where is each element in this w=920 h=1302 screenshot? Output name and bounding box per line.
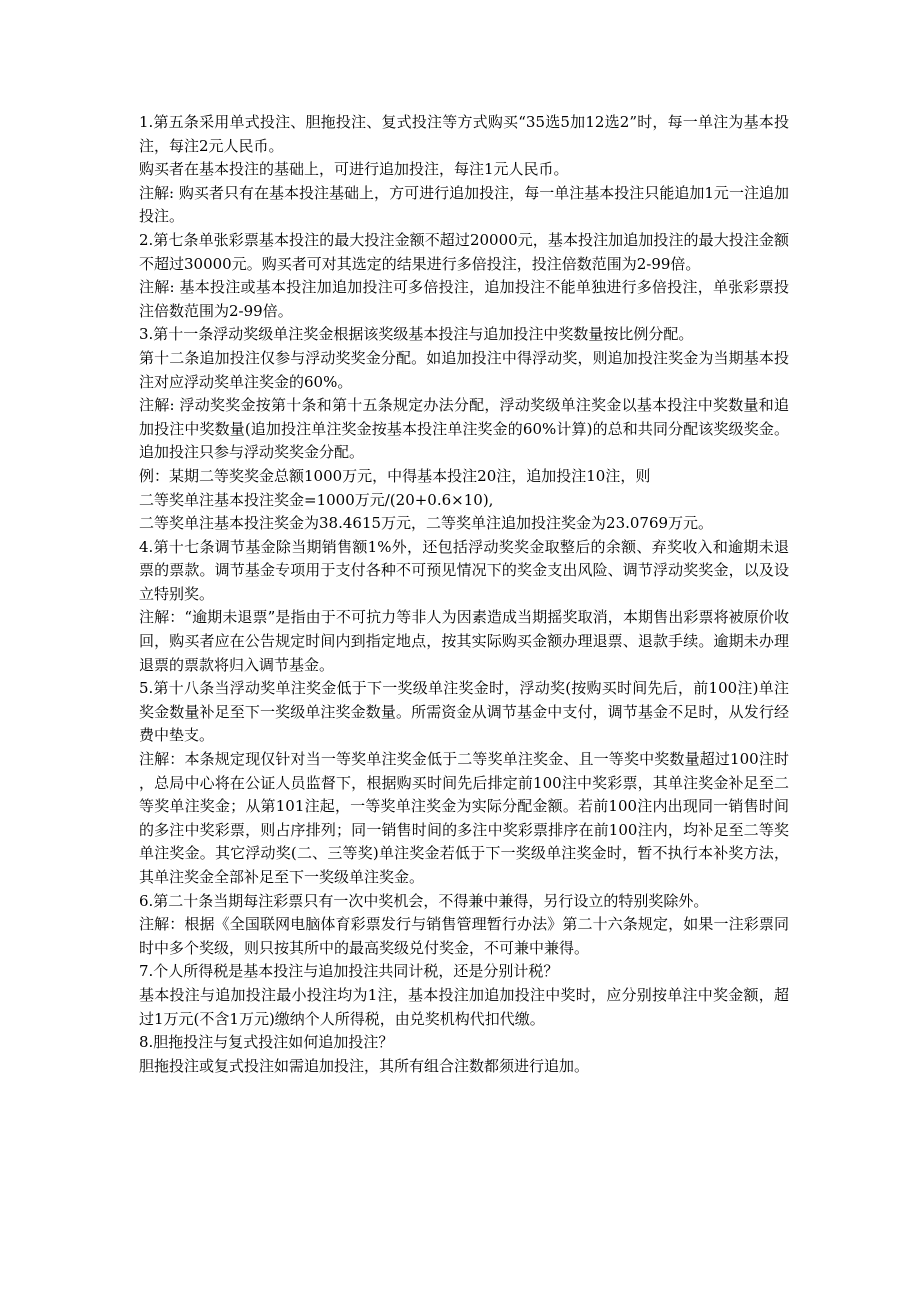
paragraph-3: 注解: 购买者只有在基本投注基础上，方可进行追加投注，每一单注基本投注只能追加1元一注追加投注。 — [139, 183, 789, 226]
paragraph-19: 基本投注与追加投注最小投注均为1注，基本投注加追加投注中奖时，应分别按单注中奖金额，超过1万元(不含1万元)缴纳个人所得税，由兑奖机构代扣代缴。 — [139, 985, 789, 1028]
paragraph-20: 8.胆拖投注与复式投注如何追加投注？ — [139, 1033, 394, 1052]
paragraph-17: 注解：根据《全国联网电脑体育彩票发行与销售管理暂行办法》第二十六条规定，如果一注彩票同时中多个奖级，则只按其所中的最高奖级兑付奖金，不可兼中兼得。 — [139, 915, 789, 957]
paragraph-9: 例：某期二等奖奖金总额1000万元，中得基本投注20注，追加投注10注，则 — [139, 466, 651, 485]
paragraph-13: 注解：“逾期未退票”是指由于不可抗力等非人为因素造成当期摇奖取消，本期售出彩票将被原价收回，购买者应在公告规定时间内到指定地点，按其实际购买金额办理退票、退款手续。逾期未办理退票的票款将归入调节基金。 — [139, 608, 789, 674]
paragraph-10: 二等奖单注基本投注奖金=1000万元/(20+0.6×10), — [139, 490, 494, 509]
paragraph-7: 第十二条追加投注仅参与浮动奖奖金分配。如追加投注中得浮动奖，则追加投注奖金为当期基本投注对应浮动奖单注奖金的60%。 — [139, 348, 789, 391]
document-body — [139, 111, 789, 1078]
paragraph-15: 注解：本条规定现仅针对当一等奖单注奖金低于二等奖单注奖金、且一等奖中奖数量超过100注时，总局中心将在公证人员监督下，根据购买时间先后排定前100注中奖彩票，其单注奖金补足至二等奖单注奖金；从第101注起，一等奖单注奖金为实际分配金额。若前100注内出现同一销售时间的多注中奖彩票，则占序排列；同一销售时间的多注中奖彩票排序在前100注内，均补足至二等奖单注奖金。其它浮动奖(二、三等奖)单注奖金若低于下一奖级单注奖金时，暂不执行本补奖方法，其单注奖金全部补足至下一奖级单注奖金。 — [139, 750, 789, 886]
paragraph-18: 7.个人所得税是基本投注与追加投注共同计税，还是分别计税？ — [139, 962, 559, 981]
paragraph-16: 6.第二十条当期每注彩票只有一次中奖机会，不得兼中兼得，另行设立的特别奖除外。 — [139, 891, 709, 910]
paragraph-6: 3.第十一条浮动奖级单注奖金根据该奖级基本投注与追加投注中奖数量按比例分配。 — [139, 325, 694, 344]
paragraph-4: 2.第七条单张彩票基本投注的最大投注金额不超过20000元，基本投注加追加投注的最大投注金额不超过30000元。购买者可对其选定的结果进行多倍投注，投注倍数范围为2-99倍。 — [139, 230, 789, 273]
paragraph-14: 5.第十八条当浮动奖单注奖金低于下一奖级单注奖金时，浮动奖(按购买时间先后，前100注)单注奖金数量补足至下一奖级单注奖金数量。所需资金从调节基金中支付，调节基金不足时，从发行经费中垫支。 — [139, 679, 789, 745]
paragraph-2: 购买者在基本投注的基础上，可进行追加投注，每注1元人民币。 — [139, 160, 569, 179]
paragraph-5: 注解: 基本投注或基本投注加追加投注可多倍投注，追加投注不能单独进行多倍投注，单张彩票投注倍数范围为2-99倍。 — [139, 278, 789, 320]
paragraph-1: 1.第五条采用单式投注、胆拖投注、复式投注等方式购买“35选5加12选2”时，每一单注为基本投注，每注2元人民币。 — [139, 113, 789, 155]
paragraph-21: 胆拖投注或复式投注如需追加投注，其所有组合注数都须进行追加。 — [139, 1056, 590, 1075]
paragraph-8: 注解: 浮动奖奖金按第十条和第十五条规定办法分配，浮动奖级单注奖金以基本投注中奖数量和追加投注中奖数量(追加投注单注奖金按基本投注单注奖金的60%计算)的总和共同分配该奖级奖金。追加投注只参与浮动奖奖金分配。 — [139, 396, 789, 462]
paragraph-12: 4.第十七条调节基金除当期销售额1%外，还包括浮动奖奖金取整后的余额、弃奖收入和逾期未退票的票款。调节基金专项用于支付各种不可预见情况下的奖金支出风险、调节浮动奖奖金，以及设立特别奖。 — [139, 537, 789, 603]
paragraph-11: 二等奖单注基本投注奖金为38.4615万元，二等奖单注追加投注奖金为23.0769万元。 — [139, 514, 714, 533]
